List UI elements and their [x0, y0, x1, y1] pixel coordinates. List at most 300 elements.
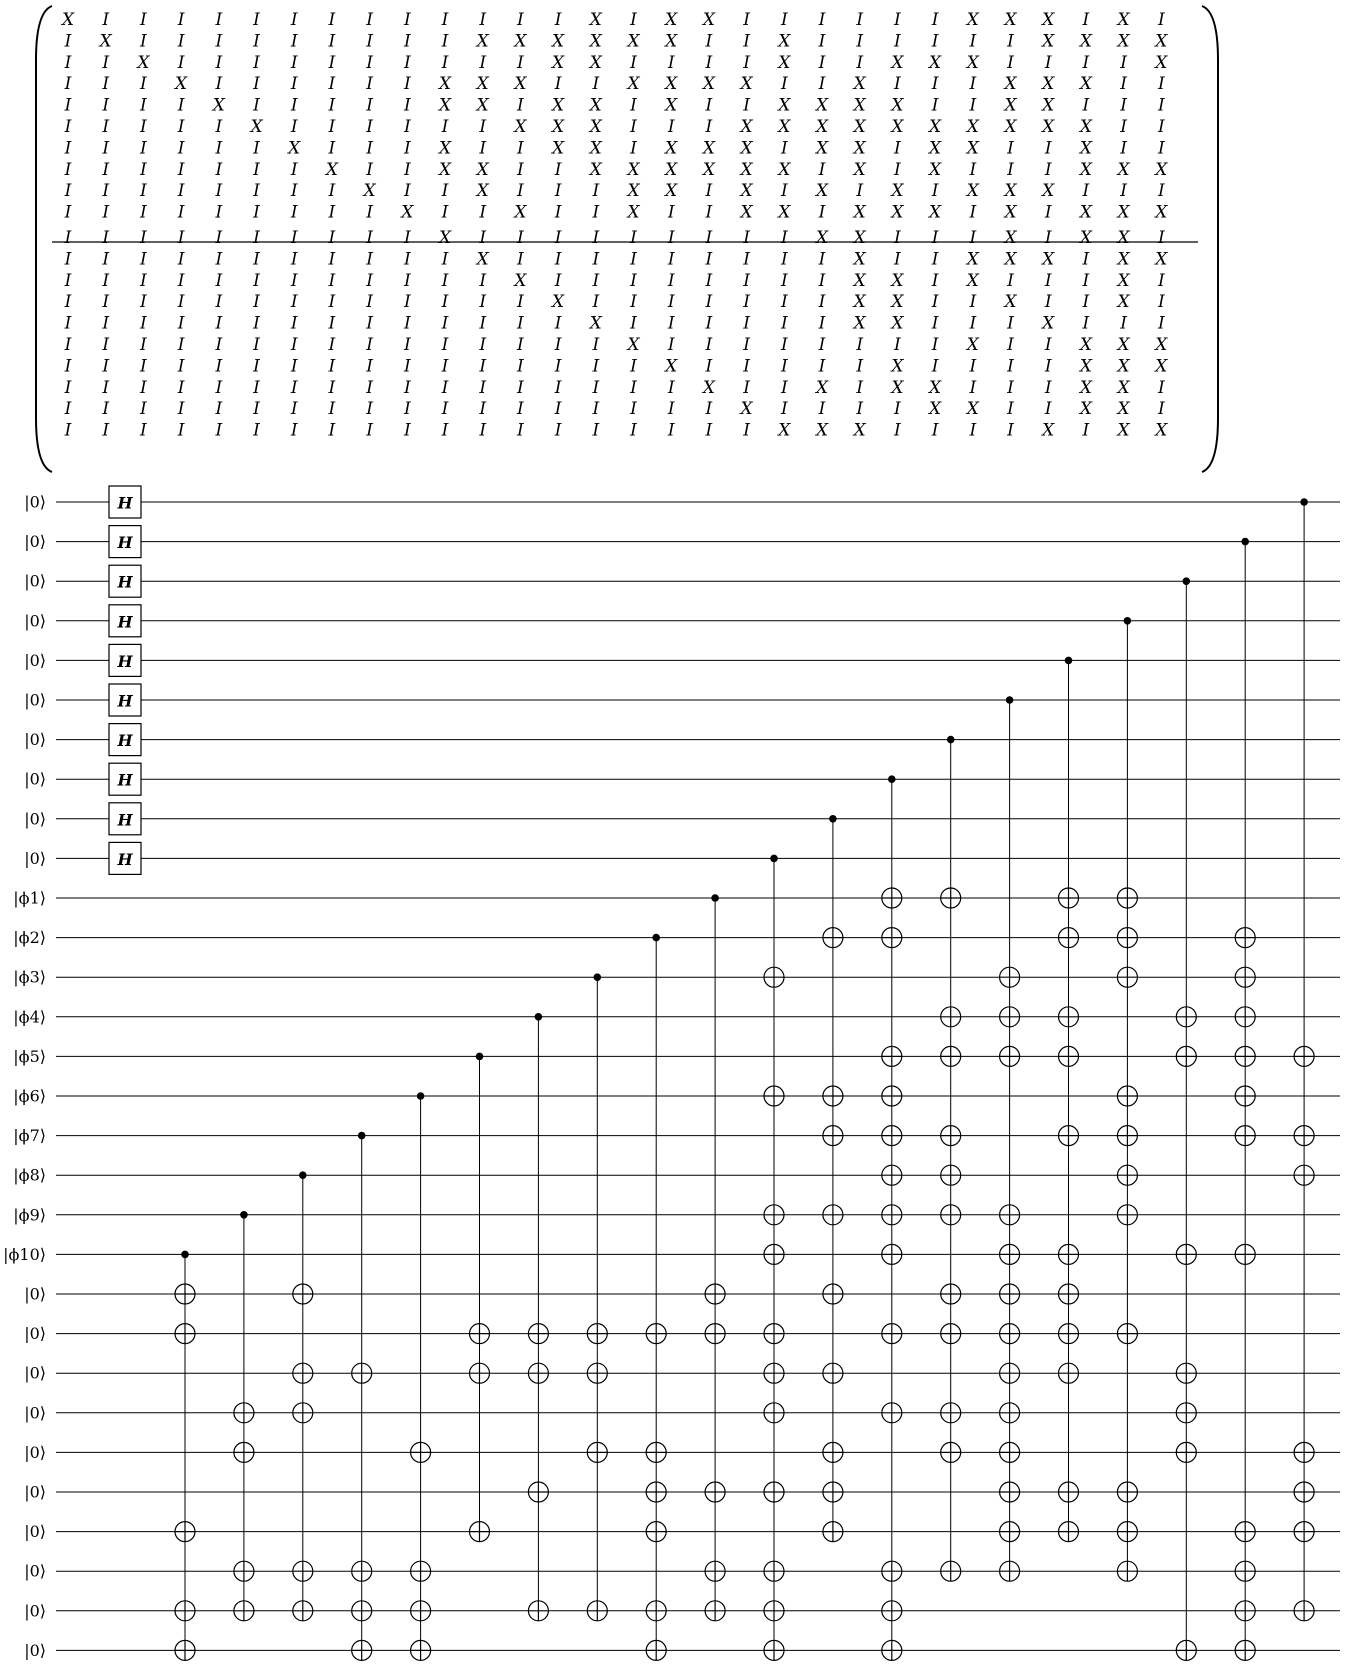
matrix-cell: I — [780, 74, 788, 95]
cnot-target — [587, 1442, 607, 1462]
matrix-cell: I — [1044, 52, 1052, 73]
cnot-target — [1059, 888, 1079, 908]
matrix-cell: I — [780, 377, 788, 398]
matrix-cell: X — [438, 74, 452, 95]
cnot-target — [1117, 1126, 1137, 1146]
cnot-target — [882, 1640, 902, 1660]
matrix-cell: I — [856, 335, 864, 355]
matrix-cell: I — [517, 399, 524, 420]
matrix-cell: X — [891, 313, 904, 334]
cnot-target — [175, 1640, 195, 1660]
matrix-cell: I — [969, 74, 977, 95]
matrix-cell: X — [1117, 228, 1130, 248]
wire-label: |0⟩ — [24, 1522, 46, 1542]
matrix-cell: I — [328, 292, 336, 313]
matrix-cell: X — [325, 159, 338, 180]
matrix-cell: I — [780, 10, 788, 30]
matrix-cell: I — [554, 228, 562, 248]
matrix-cell: I — [215, 181, 223, 202]
matrix-cell: I — [328, 335, 336, 355]
matrix-cell: I — [780, 181, 788, 202]
cnot-target — [764, 1086, 784, 1106]
cnot-target — [882, 1244, 902, 1264]
matrix-cell: X — [1004, 202, 1017, 223]
cnot-target — [1000, 1046, 1020, 1066]
cnot-target — [646, 1324, 666, 1344]
matrix-cell: I — [64, 270, 72, 291]
wire-label: |0⟩ — [24, 1482, 46, 1502]
control-dot — [358, 1132, 366, 1140]
matrix-cell: X — [401, 202, 414, 223]
control-dot — [888, 775, 896, 783]
matrix-cell: I — [818, 249, 826, 270]
matrix-cell: I — [705, 117, 713, 137]
matrix-cell: I — [403, 399, 411, 420]
matrix-cell: X — [778, 117, 791, 137]
matrix-cell: I — [64, 138, 72, 159]
matrix-cell: I — [64, 335, 72, 355]
matrix-cell: I — [705, 202, 713, 223]
matrix-cell: X — [514, 74, 527, 95]
matrix-cell: I — [253, 95, 260, 116]
matrix-cell: I — [177, 249, 185, 270]
matrix-cell: X — [853, 249, 866, 270]
matrix-cell: I — [667, 270, 675, 291]
matrix-cell: I — [1157, 399, 1165, 420]
matrix-cell: X — [175, 74, 188, 95]
matrix-cell: I — [403, 138, 411, 159]
matrix-cell: I — [667, 335, 675, 355]
matrix-cell: I — [479, 117, 487, 137]
matrix-cell: I — [290, 249, 298, 270]
cnot-target — [1117, 888, 1137, 908]
matrix-cell: I — [177, 95, 185, 116]
matrix-cell: X — [1117, 159, 1130, 180]
matrix-cell: I — [215, 335, 223, 355]
matrix-cell: I — [177, 159, 185, 180]
matrix-cell: I — [931, 181, 939, 202]
cnot-target — [1294, 1442, 1314, 1462]
cnot-target — [882, 1324, 902, 1344]
matrix-cell: X — [1079, 202, 1092, 223]
wire-label: |0⟩ — [24, 690, 46, 710]
matrix-cell: X — [966, 181, 979, 202]
control-dot — [1183, 577, 1191, 585]
cnot-target — [1059, 1046, 1079, 1066]
matrix-cell: I — [969, 356, 977, 377]
matrix-cell: I — [517, 292, 524, 313]
matrix-cell: I — [1044, 399, 1052, 420]
quantum-circuit — [0, 478, 1354, 1670]
matrix-cell: I — [856, 399, 864, 420]
matrix-cell: X — [589, 31, 602, 52]
cnot-target — [1176, 1244, 1196, 1264]
matrix-cell: I — [1157, 10, 1165, 30]
matrix-cell: I — [1120, 74, 1127, 95]
matrix-cell: I — [856, 31, 864, 52]
cnot-target — [764, 1244, 784, 1264]
matrix-cell: I — [328, 356, 336, 377]
matrix-cell: I — [705, 95, 713, 116]
matrix-cell: I — [969, 95, 977, 116]
cnot-target — [941, 1046, 961, 1066]
cnot-target — [1000, 967, 1020, 987]
wire-label: |0⟩ — [24, 492, 46, 512]
matrix-cell: I — [1157, 228, 1165, 248]
matrix-cell: X — [740, 399, 753, 420]
matrix-cell: I — [818, 202, 826, 223]
matrix-cell: I — [441, 10, 449, 30]
matrix-cell: X — [1117, 202, 1130, 223]
cnot-target — [1000, 1324, 1020, 1344]
matrix-cell: I — [592, 202, 600, 223]
matrix-cell: I — [328, 202, 336, 223]
matrix-cell: I — [102, 202, 110, 223]
matrix-cell: I — [102, 249, 110, 270]
matrix-cell: I — [517, 249, 524, 270]
matrix-cell: I — [403, 159, 411, 180]
matrix-cell: I — [894, 228, 901, 248]
matrix-cell: I — [366, 249, 373, 270]
wire-label: |ϕ8⟩ — [13, 1165, 46, 1185]
cnot-target — [941, 1007, 961, 1027]
matrix-cell: X — [665, 159, 678, 180]
cnot-target — [646, 1522, 666, 1542]
cnot-target — [1117, 967, 1137, 987]
matrix-cell: I — [743, 292, 750, 313]
matrix-cell: I — [931, 95, 939, 116]
matrix-cell: I — [1082, 420, 1090, 441]
cnot-target — [1000, 1284, 1020, 1304]
hadamard-label: H — [117, 810, 133, 830]
cnot-target — [882, 888, 902, 908]
matrix-cell: X — [891, 117, 904, 137]
matrix-cell: X — [929, 159, 942, 180]
right-paren — [1202, 6, 1218, 472]
matrix-cell: I — [403, 74, 411, 95]
matrix-cell: I — [328, 181, 336, 202]
matrix-cell: X — [552, 52, 565, 73]
control-dot — [1124, 617, 1132, 625]
matrix-cell: X — [438, 95, 452, 116]
matrix-cell: X — [1004, 74, 1017, 95]
cnot-target — [352, 1363, 372, 1383]
matrix-cell: X — [1117, 270, 1130, 291]
matrix-cell: X — [99, 31, 112, 52]
matrix-cell: I — [366, 399, 373, 420]
matrix-cell: I — [1044, 159, 1052, 180]
matrix-cell: I — [215, 292, 223, 313]
matrix-cell: X — [1042, 31, 1055, 52]
control-dot — [1065, 657, 1073, 665]
matrix-cell: I — [441, 202, 449, 223]
matrix-cell: I — [1120, 313, 1127, 334]
matrix-cell: I — [290, 181, 298, 202]
cnot-target — [1176, 1442, 1196, 1462]
matrix-cell: I — [177, 202, 185, 223]
matrix-cell: I — [705, 356, 713, 377]
matrix-cell: I — [818, 335, 826, 355]
matrix-cell: I — [931, 31, 939, 52]
matrix-cell: X — [1117, 10, 1130, 30]
cnot-target — [234, 1403, 254, 1423]
matrix-cell: X — [1004, 181, 1017, 202]
matrix-cell: I — [140, 138, 147, 159]
matrix-cell: I — [253, 138, 260, 159]
matrix-cell: I — [705, 52, 713, 73]
matrix-cell: I — [743, 335, 750, 355]
matrix-cell: I — [554, 181, 562, 202]
matrix-cell: X — [929, 52, 942, 73]
matrix-cell: I — [1007, 270, 1014, 291]
wire-label: |0⟩ — [24, 848, 46, 868]
matrix-cell: I — [102, 335, 110, 355]
matrix-cell: I — [215, 313, 223, 334]
matrix-cell: X — [1155, 249, 1168, 270]
matrix-cell: I — [1120, 117, 1127, 137]
matrix-cell: I — [969, 159, 977, 180]
control-dot — [535, 1013, 543, 1021]
cnot-target — [1235, 1244, 1255, 1264]
cnot-target — [1000, 1482, 1020, 1502]
matrix-cell: I — [290, 335, 298, 355]
control-dot — [1300, 498, 1308, 506]
cnot-target — [1117, 1522, 1137, 1542]
matrix-cell: X — [438, 228, 452, 248]
matrix-cell: I — [366, 335, 373, 355]
matrix-cell: X — [665, 181, 678, 202]
matrix-cell: I — [441, 356, 449, 377]
cnot-target — [1235, 1601, 1255, 1621]
matrix-cell: X — [815, 420, 829, 441]
matrix-cell: I — [554, 420, 562, 441]
matrix-cell: I — [630, 313, 637, 334]
matrix-cell: X — [1155, 159, 1168, 180]
hadamard-label: H — [117, 651, 133, 671]
cnot-target — [587, 1363, 607, 1383]
hadamard-label: H — [117, 731, 133, 751]
matrix-cell: I — [630, 270, 637, 291]
matrix-cell: X — [1042, 420, 1055, 441]
wire-label: |ϕ1⟩ — [13, 888, 46, 908]
cnot-target — [1059, 1007, 1079, 1027]
matrix-cell: X — [1079, 399, 1092, 420]
control-dot — [594, 973, 602, 981]
matrix-cell: I — [1044, 202, 1052, 223]
cnot-target — [1059, 1522, 1079, 1542]
matrix-cell: I — [743, 420, 750, 441]
matrix-cell: I — [705, 181, 713, 202]
matrix-cell: I — [403, 377, 411, 398]
matrix-cell: X — [1155, 52, 1168, 73]
matrix-cell: X — [552, 95, 565, 116]
matrix-cell: I — [856, 52, 864, 73]
matrix-cell: I — [931, 10, 939, 30]
matrix-cell: X — [702, 10, 715, 30]
matrix-cell: I — [1157, 138, 1165, 159]
matrix-cell: I — [743, 95, 750, 116]
matrix-cell: X — [853, 270, 866, 291]
matrix-cell: I — [1007, 138, 1014, 159]
matrix-cell: X — [891, 377, 904, 398]
matrix-cell: I — [743, 313, 750, 334]
matrix-cell: I — [441, 181, 449, 202]
matrix-cell: I — [177, 399, 185, 420]
matrix-cell: I — [64, 117, 72, 137]
matrix-cell: X — [514, 31, 527, 52]
matrix-cell: I — [403, 10, 411, 30]
matrix-cell: I — [140, 74, 147, 95]
cnot-target — [941, 1284, 961, 1304]
matrix-cell: I — [215, 117, 223, 137]
matrix-cell: X — [627, 181, 640, 202]
cnot-target — [1176, 1640, 1196, 1660]
matrix-cell: I — [215, 249, 223, 270]
matrix-cell: X — [853, 138, 866, 159]
matrix-cell: I — [1007, 159, 1014, 180]
matrix-cell: I — [177, 52, 185, 73]
cnot-target — [1294, 1522, 1314, 1542]
matrix-cell: I — [253, 181, 260, 202]
matrix-cell: I — [290, 117, 298, 137]
wire-label: |ϕ7⟩ — [13, 1126, 46, 1146]
cnot-target — [941, 1561, 961, 1581]
matrix-cell: I — [102, 377, 110, 398]
matrix-cell: I — [366, 138, 373, 159]
matrix-cell: I — [1082, 292, 1090, 313]
matrix-cell: I — [479, 270, 487, 291]
matrix-cell: I — [931, 356, 939, 377]
matrix-cell: I — [177, 292, 185, 313]
matrix-cell: I — [290, 31, 298, 52]
wire-label: |0⟩ — [24, 809, 46, 829]
matrix-cell: I — [1082, 249, 1090, 270]
matrix-cell: I — [366, 313, 373, 334]
matrix-cell: X — [966, 138, 979, 159]
control-dot — [299, 1171, 307, 1179]
matrix-cell: I — [140, 335, 147, 355]
matrix-cell: I — [403, 270, 411, 291]
matrix-cell: I — [969, 313, 977, 334]
wire-label: |ϕ4⟩ — [13, 1007, 46, 1027]
matrix-cell: I — [969, 228, 977, 248]
matrix-cell: I — [140, 249, 147, 270]
matrix-cell: X — [966, 270, 979, 291]
cnot-target — [1176, 1046, 1196, 1066]
matrix-cell: X — [552, 31, 565, 52]
matrix-cell: X — [929, 138, 942, 159]
matrix-cell: I — [818, 31, 826, 52]
matrix-cell: I — [554, 399, 562, 420]
matrix-cell: X — [1004, 95, 1017, 116]
matrix-cell: I — [328, 270, 336, 291]
matrix-cell: I — [253, 270, 260, 291]
matrix-cell: I — [177, 270, 185, 291]
matrix-cell: X — [853, 95, 866, 116]
matrix-cell: I — [102, 292, 110, 313]
matrix-cell: I — [140, 10, 147, 30]
matrix-cell: I — [630, 356, 637, 377]
matrix-cell: I — [667, 117, 675, 137]
matrix-cell: X — [1004, 292, 1017, 313]
matrix-cell: I — [215, 356, 223, 377]
cnot-target — [411, 1561, 431, 1581]
matrix-cell: I — [705, 399, 713, 420]
cnot-target — [823, 1482, 843, 1502]
matrix-cell: I — [403, 420, 411, 441]
matrix-cell: I — [479, 399, 487, 420]
cnot-target — [823, 1363, 843, 1383]
wire-label: |0⟩ — [24, 650, 46, 670]
matrix-cell: I — [894, 31, 901, 52]
matrix-cell: I — [140, 202, 147, 223]
matrix-cell: I — [630, 117, 637, 137]
matrix-cell: I — [1007, 31, 1014, 52]
matrix-cell: I — [894, 138, 901, 159]
cnot-target — [764, 1640, 784, 1660]
cnot-target — [1000, 1403, 1020, 1423]
cnot-target — [941, 1324, 961, 1344]
matrix-cell: I — [517, 10, 524, 30]
matrix-cell: I — [366, 270, 373, 291]
matrix-cell: I — [818, 10, 826, 30]
wire-label: |ϕ3⟩ — [13, 967, 46, 987]
matrix-cell: I — [140, 377, 147, 398]
matrix-cell: I — [479, 313, 487, 334]
matrix-cell: I — [253, 52, 260, 73]
wire-label: |0⟩ — [24, 532, 46, 552]
matrix-cell: I — [140, 228, 147, 248]
wire-label: |0⟩ — [24, 611, 46, 631]
matrix-cell: I — [894, 10, 901, 30]
matrix-cell: I — [969, 377, 977, 398]
cnot-target — [1117, 1561, 1137, 1581]
cnot-target — [1294, 1126, 1314, 1146]
cnot-target — [234, 1442, 254, 1462]
cnot-target — [1235, 1086, 1255, 1106]
matrix-cell: I — [441, 31, 449, 52]
cnot-target — [1117, 1086, 1137, 1106]
cnot-target — [528, 1482, 548, 1502]
matrix-cell: I — [1044, 292, 1052, 313]
matrix-cell: I — [931, 335, 939, 355]
cnot-target — [1176, 1403, 1196, 1423]
matrix-cell: X — [1079, 335, 1092, 355]
matrix-cell: I — [366, 95, 373, 116]
matrix-cell: X — [1042, 313, 1055, 334]
matrix-cell: X — [891, 202, 904, 223]
matrix-cell: I — [290, 356, 298, 377]
matrix-cell: I — [253, 202, 260, 223]
hadamard-label: H — [117, 612, 133, 632]
matrix-cell: I — [479, 335, 487, 355]
matrix-cell: I — [215, 74, 223, 95]
cnot-target — [882, 1561, 902, 1581]
matrix-cell: I — [630, 52, 637, 73]
matrix-cell: X — [740, 202, 753, 223]
matrix-cell: I — [290, 228, 298, 248]
matrix-cell: I — [366, 52, 373, 73]
matrix-cell: I — [818, 313, 826, 334]
cnot-target — [411, 1640, 431, 1660]
cnot-target — [1235, 1007, 1255, 1027]
matrix-cell: I — [441, 292, 449, 313]
matrix-cell: I — [780, 270, 788, 291]
matrix-cell: I — [140, 159, 147, 180]
matrix-cell: I — [894, 420, 901, 441]
cnot-target — [470, 1324, 490, 1344]
matrix-cell: I — [215, 399, 223, 420]
